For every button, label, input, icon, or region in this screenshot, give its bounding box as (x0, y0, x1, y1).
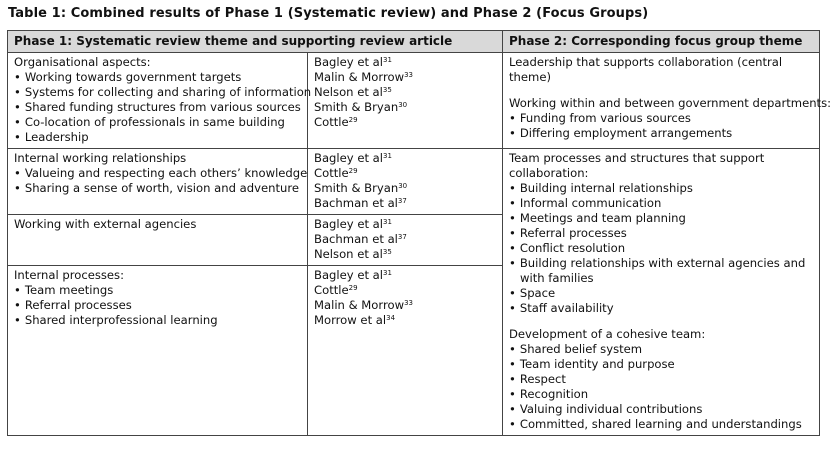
theme-bullet: • Systems for collecting and sharing of information (14, 85, 301, 100)
theme-title: Organisational aspects: (14, 55, 151, 69)
theme-cell (8, 266, 308, 436)
focus-theme-title: Team processes and structures that support (509, 151, 765, 165)
theme-bullet: • Shared funding structures from various sources (14, 100, 301, 115)
table-row (8, 149, 820, 215)
reference-item: Bagley et $al^{31}$ (314, 151, 392, 165)
header-phase2: Phase 2: Corresponding focus group theme (503, 31, 820, 53)
reference-item: Morrow et $al^{34}$ (314, 313, 396, 327)
reference-item: Bachman et $al^{37}$ (314, 196, 407, 210)
focus-theme-bullet: • Staff availability (509, 301, 813, 316)
reference-item: Nelson et $al^{35}$ (314, 247, 392, 261)
reference-item: Bachman et $al^{37}$ (314, 232, 407, 246)
theme-bullet: • Working towards government targets (14, 70, 301, 85)
theme-bullet: • Referral processes (14, 298, 301, 313)
focus-theme-bullet: • Building internal relationships (509, 181, 813, 196)
theme-bullet: • Shared interprofessional learning (14, 313, 301, 328)
focus-theme-title: Working within and between government departments: (509, 96, 832, 110)
focus-theme-bullet: • Meetings and team planning (509, 211, 813, 226)
reference-item: Bagley et $al^{31}$ (314, 55, 392, 69)
focus-theme-bullet: • Recognition (509, 387, 813, 402)
theme-bullet: • Co-location of professionals in same building (14, 115, 301, 130)
focus-theme-bullet: • Informal communication (509, 196, 813, 211)
reference-item: Smith & Bryan$^{30}$ (314, 100, 408, 114)
focus-theme-bullet: • Respect (509, 372, 813, 387)
theme-title: Internal working relationships (14, 151, 187, 165)
reference-item: Cottle$^{29}$ (314, 115, 358, 129)
reference-item: Smith & Bryan$^{30}$ (314, 181, 408, 195)
refs-cell (308, 215, 503, 266)
table-caption: Table 1: Combined results of Phase 1 (Systematic review) and Phase 2 (Focus Groups) (8, 6, 649, 21)
focus-theme-bullet: • Differing employment arrangements (509, 126, 813, 141)
focus-theme-bullet: • Building relationships with external agencies and with families (509, 256, 813, 286)
refs-cell (308, 53, 503, 149)
reference-item: Nelson et $al^{35}$ (314, 85, 392, 99)
theme-cell (8, 215, 308, 266)
reference-item: Bagley et $al^{31}$ (314, 268, 392, 282)
theme-cell (8, 53, 312, 149)
reference-item: Malin & Morrow$^{33}$ (314, 70, 413, 84)
theme-bullet: • Sharing a sense of worth, vision and adventure (14, 181, 301, 196)
header-row (8, 31, 820, 53)
results-table (7, 30, 832, 436)
reference-item: Malin & Morrow$^{33}$ (314, 298, 413, 312)
focus-theme-bullet: • Shared belief system (509, 342, 813, 357)
focus-theme-bullet: • Conflict resolution (509, 241, 813, 256)
focus-theme-bullet: • Committed, shared learning and understandings (509, 417, 813, 432)
table-row (8, 53, 820, 149)
theme-bullet: • Team meetings (14, 283, 301, 298)
reference-item: Cottle$^{29}$ (314, 166, 358, 180)
reference-item: Cottle$^{29}$ (314, 283, 358, 297)
refs-cell (308, 266, 503, 436)
focus-theme-text: Leadership that supports collaboration (central (509, 55, 783, 69)
reference-item: Bagley et $al^{31}$ (314, 217, 392, 231)
focus-theme-cell (503, 149, 820, 436)
focus-theme-bullet: • Funding from various sources (509, 111, 813, 126)
refs-cell (308, 149, 503, 215)
focus-theme-title: Development of a cohesive team: (509, 327, 706, 341)
focus-theme-title: collaboration: (509, 166, 589, 180)
theme-cell (8, 149, 308, 215)
theme-title: Internal processes: (14, 268, 124, 282)
focus-theme-bullet: • Referral processes (509, 226, 813, 241)
header-phase1: Phase 1: Systematic review theme and supporting review article (8, 31, 503, 53)
theme-title: Working with external agencies (14, 217, 197, 231)
focus-theme-cell (503, 53, 832, 149)
focus-theme-bullet: • Valuing individual contributions (509, 402, 813, 417)
focus-theme-bullet: • Space (509, 286, 813, 301)
theme-bullet: • Valueing and respecting each others’ knowledge (14, 166, 301, 181)
focus-theme-bullet: • Team identity and purpose (509, 357, 813, 372)
focus-theme-text: theme) (509, 70, 551, 84)
theme-bullet: • Leadership (14, 130, 301, 145)
